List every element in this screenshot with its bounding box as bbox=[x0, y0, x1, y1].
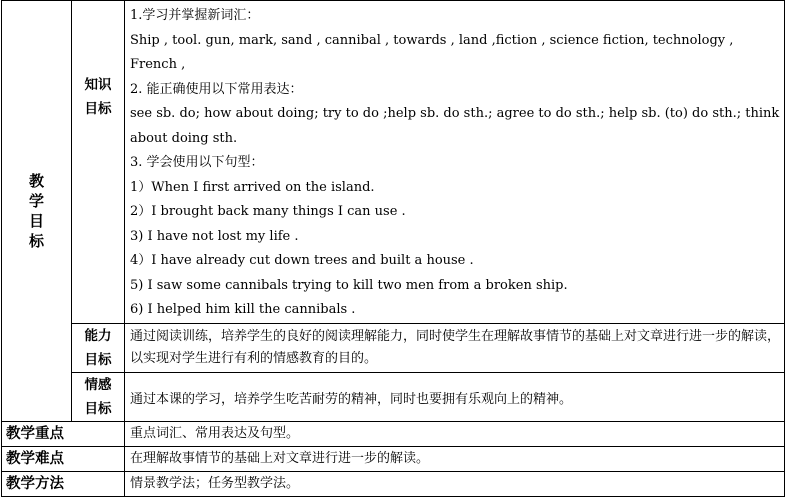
heading-char: 学 bbox=[28, 192, 44, 210]
goal-line: 1.学习并掌握新词汇： bbox=[130, 8, 260, 23]
sentence-pattern: 5) I saw some cannibals trying to kill two men from a broken ship. bbox=[130, 277, 568, 293]
key-points-label: 教学重点 bbox=[2, 422, 125, 447]
lesson-plan-table bbox=[1, 0, 785, 497]
sentence-pattern: 3) I have not lost my life . bbox=[130, 228, 299, 244]
sentence-pattern: 6) I helped him kill the cannibals . bbox=[130, 302, 356, 317]
vocabulary-line: French , bbox=[130, 57, 186, 72]
sentence-pattern: 2）I brought back many things I can use . bbox=[130, 204, 406, 219]
teaching-goals-heading bbox=[2, 1, 72, 422]
heading-char: 标 bbox=[28, 232, 44, 250]
heading-char: 目 bbox=[28, 212, 44, 230]
difficulties-label: 教学难点 bbox=[2, 447, 125, 472]
difficulties-text: 在理解故事情节的基础上对文章进行进一步的解读。 bbox=[125, 447, 785, 472]
knowledge-goal-content bbox=[125, 1, 785, 324]
emotion-goal-label: 情感 目标 bbox=[72, 373, 125, 422]
ability-goal-text: 通过阅读训练，培养学生的良好的阅读理解能力，同时使学生在理解故事情节的基础上对文章进行进一步的解读，以实现对学生进行有利的情感教育的目的。 bbox=[125, 324, 785, 373]
knowledge-goal-label: 知识 目标 bbox=[72, 1, 125, 324]
goal-line: 3. 学会使用以下句型： bbox=[130, 155, 264, 170]
expressions-line: about doing sth. bbox=[130, 130, 238, 146]
key-points-text: 重点词汇、常用表达及句型。 bbox=[125, 422, 785, 447]
methods-label: 教学方法 bbox=[2, 472, 125, 497]
heading-char: 教 bbox=[28, 172, 44, 190]
vocabulary-line: Ship , tool. gun, mark, sand , cannibal , towards , land ,fiction , science fiction, technology , bbox=[130, 32, 734, 48]
goal-line: 2. 能正确使用以下常用表达： bbox=[130, 81, 303, 97]
ability-goal-label: 能力 目标 bbox=[72, 324, 125, 373]
sentence-pattern: 1）When I first arrived on the island. bbox=[130, 179, 375, 195]
expressions-line: see sb. do; how about doing; try to do ;help sb. do sth.; agree to do sth.; help sb. (to) do sth.; think bbox=[130, 106, 780, 121]
methods-text: 情景教学法；任务型教学法。 bbox=[125, 472, 785, 497]
sentence-pattern: 4）I have already cut down trees and built a house . bbox=[130, 253, 474, 268]
emotion-goal-text: 通过本课的学习，培养学生吃苦耐劳的精神，同时也要拥有乐观向上的精神。 bbox=[125, 373, 785, 422]
